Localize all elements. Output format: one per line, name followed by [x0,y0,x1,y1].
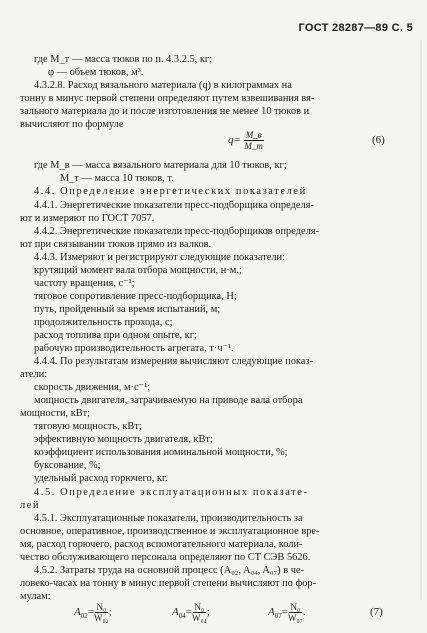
formula-numerator: N₀ [290,602,301,612]
text-line: продолжительность прохода, с; [34,317,173,328]
text-line: мощности, кВт; [20,408,91,419]
text-line: мощность двигателя, затрачиваемую на приводе вала отбора [34,395,303,406]
text-line: эффективную мощность двигателя, кВт; [34,434,213,445]
section-heading: 4.4. Определение энергетических показателей [34,186,307,197]
section-heading-cont: лей [20,500,41,511]
formula-lhs: q= [228,134,241,147]
formula-denominator: W₀₇ [287,613,303,623]
formula-7-b: $A_{04}=$ $\frac{\text{N₀}}{\text{W₀₄}}$ ; [172,602,210,623]
text-line: расход топлива при одном опыте, кг; [34,330,197,341]
text-line: чество обслуживающего персонала определяют по СТ СЭВ 5626. [20,552,311,563]
scan-edge-shadow [420,40,422,600]
text-line: 4.4.2. Энергетические показатели пресс-подборщиков определя- [34,226,320,237]
text-line: 4.3.2.8. Расход вязального материала (q) в килограммах на [34,80,292,91]
text-line: ют при связывании тюков прямо из валков. [20,239,212,250]
text-line: 4.4.3. Измеряют и регистрируют следующие показатели: [34,252,285,263]
text-line: где M_т — масса тюков по п. 4.3.2.5, кг; [34,54,213,65]
text-line: вычисляют по формуле [20,119,124,130]
text-line: основное, оперативное, производственное и эксплуатационное вре- [20,526,320,537]
text-line: рабочую производительность агрегата, т·ч⁻¹. [34,343,234,354]
section-heading: 4.5. Определение эксплуатационных показате- [34,487,309,498]
text-line: где M_в — масса вязального материала для 10 тюков, кг; [34,160,287,171]
text-line: мулам: [20,591,51,602]
text-line: коэффициент использования номинальной мощности, %; [34,447,288,458]
formula-fraction [244,130,264,151]
formula-numerator: M_в [245,130,262,140]
formula-denominator: W₀₄ [191,613,207,623]
formula-numerator: N₀ [194,602,205,612]
formula-tag-7: (7) [370,606,383,618]
page-header: ГОСТ 28287—89 С. 5 [298,22,413,34]
text-line: буксование, %; [34,460,101,471]
text-line: 4.5.1. Эксплуатационные показатели, производительность за [34,513,303,524]
text-line: 4.4.4. По результатам измерения вычисляют следующие показ- [34,356,313,367]
formula-denominator: W₀₂ [93,613,109,623]
text-line: тонну в минус первой степени определяют путем взвешивания вя- [20,93,315,104]
formula-denominator: M_т [244,141,263,151]
text-line: ловеко-часах на тонну в минус первой степени вычисляют по фор- [20,578,317,589]
formula-6 [228,130,264,151]
text-line: тяговую мощность, кВт; [34,421,142,432]
text-line: скорость движения, м·с⁻¹; [34,382,151,393]
text-line: атели: [20,369,48,380]
text-line: крутящий момент вала отбора мощности, н·м.; [34,265,242,276]
formula-numerator: N₀ [96,602,107,612]
formula-7-c: $A_{07}=$ $\frac{\text{N₀}}{\text{W₀₇}}$ . [268,602,306,623]
formula-tag-6: (6) [372,134,385,146]
text-line: 4.5.2. Затраты труда на основной процесс (A₀₂, A₀₄, A₀₇) в че- [34,565,305,576]
text-line: зального материала до и после изготовления не менее 10 тюков и [20,106,310,117]
text-line: мя, расход горючего, расход вспомогательного материала, коли- [20,539,303,550]
text-line: частоту вращения, с⁻¹; [34,278,135,289]
text-line: путь, пройденный за время испытаний, м; [34,304,221,315]
text-line: 4.4.1. Энергетические показатели пресс-подборщика определя- [34,200,314,211]
text-line: M_т — масса 10 тюков, т. [60,173,174,184]
formula-7-a: $A_{02}=$ $\frac{\text{N₀}}{\text{W₀₂}}$ ; [74,602,112,623]
text-line: φ — объем тюков, м³. [48,67,144,78]
text-line: ют и измеряют по ГОСТ 7057. [20,213,155,224]
text-line: тяговое сопротивление пресс-подборщика, Н; [34,291,237,302]
text-line: удельный расход горючего, кг. [34,473,168,484]
